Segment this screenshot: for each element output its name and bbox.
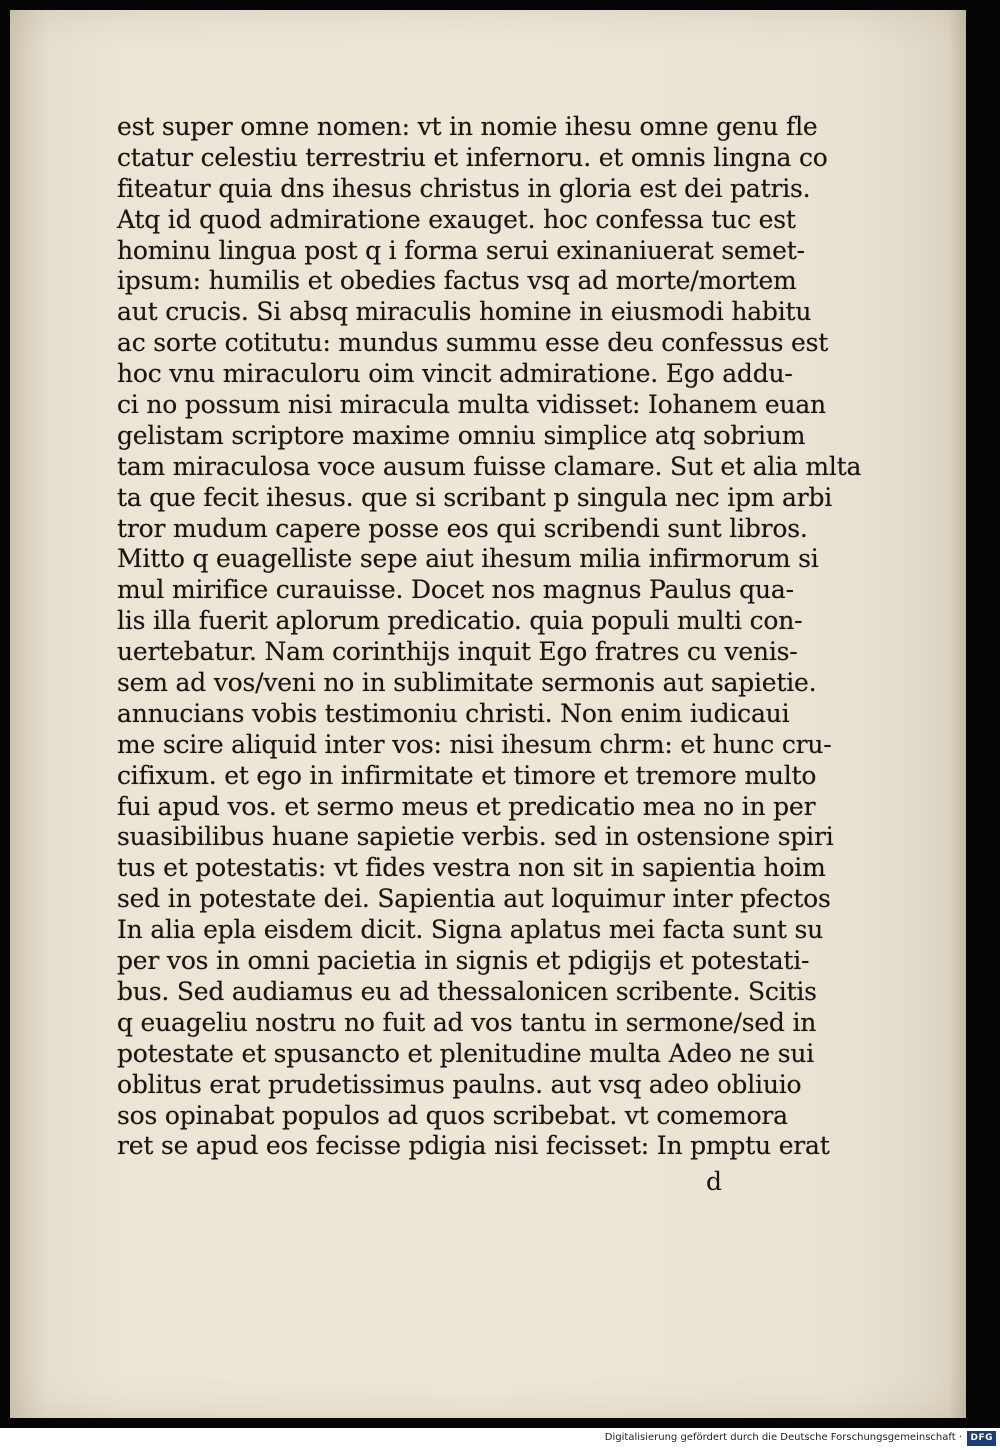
text-line: mul mirifice curauisse. Docet nos magnus Paulus qua- bbox=[117, 575, 794, 605]
text-line: uertebatur. Nam corinthijs inquit Ego fratres cu venis- bbox=[117, 637, 798, 667]
text-line: est super omne nomen: vt in nomie ihesu omne genu fle bbox=[117, 112, 818, 141]
text-line: sem ad vos/veni no in sublimitate sermonis aut sapietie. bbox=[117, 668, 817, 698]
text-line: tror mudum capere posse eos qui scribendi sunt libros. bbox=[117, 513, 808, 543]
text-line: hominu lingua post q i forma serui exinaniuerat semet- bbox=[117, 235, 805, 265]
footer-bar bbox=[0, 1428, 1000, 1450]
text-line: ci no possum nisi miracula multa vidisset: Iohanem euan bbox=[117, 390, 826, 420]
text-block bbox=[117, 112, 862, 1162]
footer-credit: Digitalisierung gefördert durch die Deutsche Forschungsgemeinschaft · bbox=[604, 1432, 962, 1443]
text-line: q euageliu nostru no fuit ad vos tantu in sermone/sed in bbox=[117, 1007, 817, 1037]
book-page bbox=[10, 10, 966, 1418]
text-line: fiteatur quia dns ihesus christus in gloria est dei patris. bbox=[117, 173, 811, 203]
text-line: lis illa fuerit aplorum predicatio. quia populi multi con- bbox=[117, 606, 803, 636]
text-line: tus et potestatis: vt fides vestra non sit in sapientia hoim bbox=[117, 853, 826, 883]
text-line: ipsum: humilis et obedies factus vsq ad morte/mortem bbox=[117, 266, 797, 296]
text-line: oblitus erat prudetissimus paulns. aut vsq adeo obliuio bbox=[117, 1069, 802, 1099]
dfg-logo-icon: DFG bbox=[967, 1431, 996, 1446]
text-line: Mitto q euagelliste sepe aiut ihesum milia infirmorum si bbox=[117, 544, 819, 574]
text-line: ac sorte cotitutu: mundus summu esse deu confessus est bbox=[117, 328, 829, 358]
text-line: ta que fecit ihesus. que si scribant p singula nec ipm arbi bbox=[117, 482, 833, 512]
text-line: per vos in omni pacietia in signis et pdigijs et potestati- bbox=[117, 946, 810, 976]
text-line: sos opinabat populos ad quos scribebat. vt comemora bbox=[117, 1100, 788, 1130]
text-line: suasibilibus huane sapietie verbis. sed in ostensione spiri bbox=[117, 822, 834, 852]
text-line: gelistam scriptore maxime omniu simplice atq sobrium bbox=[117, 420, 806, 450]
text-line: hoc vnu miraculoru oim vincit admiratione. Ego addu- bbox=[117, 359, 793, 389]
text-line: tam miraculosa voce ausum fuisse clamare. Sut et alia mlta bbox=[117, 451, 862, 481]
text-line: cifixum. et ego in infirmitate et timore et tremore multo bbox=[117, 760, 817, 790]
text-line: annucians vobis testimoniu christi. Non enim iudicaui bbox=[117, 698, 790, 728]
text-line: bus. Sed audiamus eu ad thessalonicen scribente. Scitis bbox=[117, 976, 817, 1006]
text-line: sed in potestate dei. Sapientia aut loquimur inter pfectos bbox=[117, 884, 831, 914]
text-line: In alia epla eisdem dicit. Signa aplatus mei facta sunt su bbox=[117, 915, 823, 945]
text-line: ctatur celestiu terrestriu et infernoru. et omnis lingna co bbox=[117, 142, 828, 172]
text-line: potestate et spusancto et plenitudine multa Adeo ne sui bbox=[117, 1038, 815, 1068]
text-line: Atq id quod admiratione exauget. hoc confessa tuc est bbox=[117, 204, 796, 234]
text-line: fui apud vos. et sermo meus et predicatio mea no in per bbox=[117, 791, 816, 821]
signature-mark: d bbox=[706, 1167, 723, 1196]
text-line: me scire aliquid inter vos: nisi ihesum chrm: et hunc cru- bbox=[117, 729, 832, 759]
text-line: aut crucis. Si absq miraculis homine in eiusmodi habitu bbox=[117, 297, 812, 327]
text-line: ret se apud eos fecisse pdigia nisi fecisset: In pmptu erat bbox=[117, 1131, 830, 1161]
